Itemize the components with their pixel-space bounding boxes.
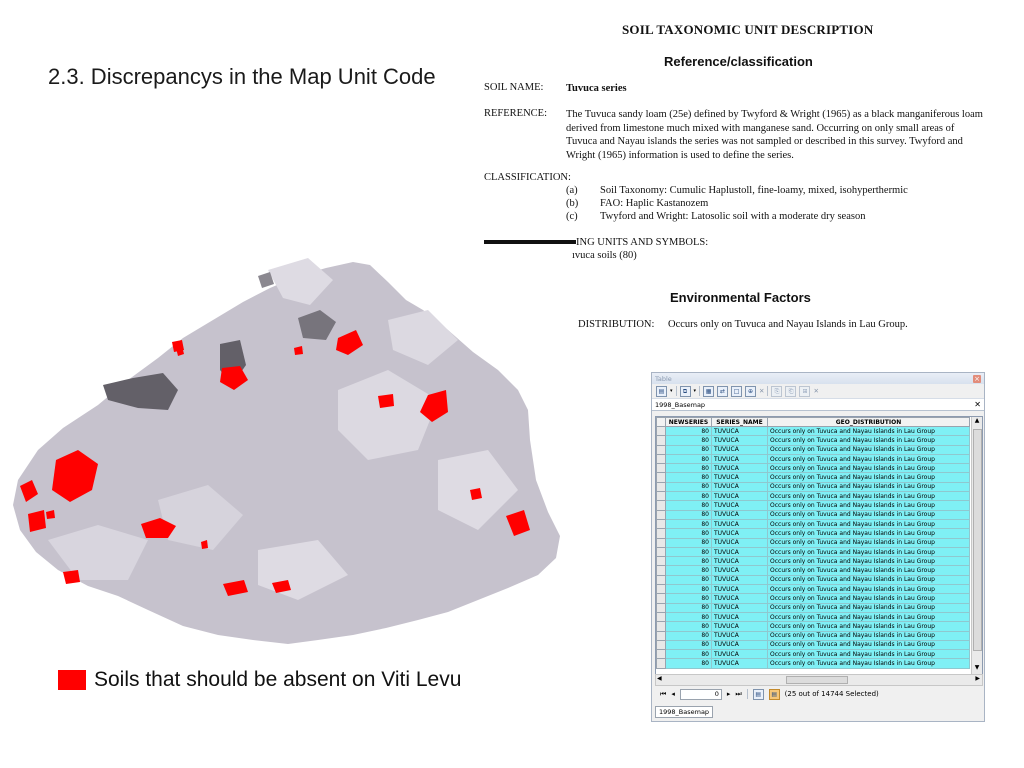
toolbar-separator: [767, 386, 768, 396]
switch-selection-icon[interactable]: ⇄: [717, 386, 728, 397]
table-cell[interactable]: TUVUCA: [712, 603, 768, 612]
table-cell[interactable]: 80: [666, 529, 712, 538]
selection-status: (25 out of 14744 Selected): [784, 690, 879, 698]
map-legend: [58, 668, 461, 692]
table-cell[interactable]: 80: [666, 612, 712, 621]
table-cell[interactable]: 80: [666, 594, 712, 603]
table-row[interactable]: [657, 436, 970, 445]
classification-key: (a): [566, 185, 578, 196]
table-row[interactable]: [657, 566, 970, 575]
table-cell[interactable]: 80: [666, 445, 712, 454]
table-row[interactable]: [657, 492, 970, 501]
row-selector[interactable]: [657, 566, 666, 575]
soil-name-label: SOIL NAME:: [484, 82, 544, 93]
row-selector[interactable]: [657, 445, 666, 454]
scrollbar-thumb[interactable]: [786, 676, 848, 684]
row-selector[interactable]: [657, 557, 666, 566]
table-cell[interactable]: Occurs only on Tuvuca and Nayau Islands in Lau Group: [768, 640, 970, 649]
table-cell[interactable]: 80: [666, 603, 712, 612]
table-cell[interactable]: Occurs only on Tuvuca and Nayau Islands in Lau Group: [768, 631, 970, 640]
table-cell[interactable]: TUVUCA: [712, 594, 768, 603]
scroll-up-icon[interactable]: ▲: [974, 417, 980, 424]
table-cell[interactable]: Occurs only on Tuvuca and Nayau Islands in Lau Group: [768, 482, 970, 491]
table-cell[interactable]: 80: [666, 454, 712, 463]
table-cell[interactable]: 80: [666, 585, 712, 594]
row-selector[interactable]: [657, 482, 666, 491]
table-row[interactable]: [657, 640, 970, 649]
table-cell[interactable]: Occurs only on Tuvuca and Nayau Islands in Lau Group: [768, 510, 970, 519]
table-cell[interactable]: Occurs only on Tuvuca and Nayau Islands in Lau Group: [768, 603, 970, 612]
delete-icon[interactable]: ✕: [813, 387, 819, 395]
record-navigation: [655, 687, 986, 701]
toolbar-separator: [676, 386, 677, 396]
table-cell[interactable]: TUVUCA: [712, 640, 768, 649]
table-cell[interactable]: 80: [666, 492, 712, 501]
soil-name-value: Tuvuca series: [566, 83, 627, 94]
table-row[interactable]: [657, 464, 970, 473]
table-cell[interactable]: Occurs only on Tuvuca and Nayau Islands in Lau Group: [768, 492, 970, 501]
table-header-row: [657, 418, 970, 427]
table-cell[interactable]: 80: [666, 538, 712, 547]
mapping-units-heading: ING UNITS AND SYMBOLS:: [576, 237, 709, 248]
mapping-units-value: ıvuca soils (80): [572, 250, 637, 261]
table-cell[interactable]: 80: [666, 557, 712, 566]
table-cell[interactable]: TUVUCA: [712, 612, 768, 621]
related-tables-icon[interactable]: ⧉: [680, 386, 691, 397]
table-cell[interactable]: TUVUCA: [712, 482, 768, 491]
row-selector[interactable]: [657, 454, 666, 463]
copy-icon[interactable]: ⎘: [771, 386, 782, 397]
table-cell[interactable]: Occurs only on Tuvuca and Nayau Islands in Lau Group: [768, 594, 970, 603]
row-selector[interactable]: [657, 603, 666, 612]
first-record-icon[interactable]: ⏮: [660, 689, 667, 698]
row-selector[interactable]: [657, 650, 666, 659]
table-row[interactable]: [657, 650, 970, 659]
table-row[interactable]: [657, 547, 970, 556]
show-selected-records-icon[interactable]: ▤: [769, 689, 780, 700]
scrollbar-thumb[interactable]: [973, 429, 982, 651]
attribute-grid: [655, 416, 983, 675]
paste-icon[interactable]: ⎗: [785, 386, 796, 397]
row-selector[interactable]: [657, 538, 666, 547]
table-cell[interactable]: Occurs only on Tuvuca and Nayau Islands in Lau Group: [768, 464, 970, 473]
table-cell[interactable]: 80: [666, 464, 712, 473]
reference-label: REFERENCE:: [484, 108, 548, 119]
horizontal-scrollbar[interactable]: [655, 674, 983, 686]
row-selector[interactable]: [657, 519, 666, 528]
row-selector[interactable]: [657, 473, 666, 482]
table-tab-bar: [655, 706, 713, 717]
table-cell[interactable]: 80: [666, 566, 712, 575]
record-number-input[interactable]: 0: [680, 689, 722, 700]
dropdown-arrow-icon[interactable]: ▾: [693, 388, 697, 394]
reference-line: Wright (1965) information is used to define the series.: [566, 149, 794, 161]
table-row[interactable]: [657, 612, 970, 621]
classification-label: CLASSIFICATION:: [484, 172, 571, 183]
section-reference-heading: Reference/classification: [664, 54, 813, 69]
close-table-icon[interactable]: ✕: [974, 400, 981, 409]
table-name: 1998_Basemap: [655, 400, 706, 409]
table-cell[interactable]: Occurs only on Tuvuca and Nayau Islands in Lau Group: [768, 427, 970, 436]
table-cell[interactable]: 80: [666, 510, 712, 519]
scroll-right-icon[interactable]: ▶: [975, 675, 980, 682]
show-all-records-icon[interactable]: ▤: [753, 689, 764, 700]
classification-key: (c): [566, 211, 578, 222]
table-cell[interactable]: Occurs only on Tuvuca and Nayau Islands in Lau Group: [768, 612, 970, 621]
table-cell[interactable]: TUVUCA: [712, 464, 768, 473]
row-selector[interactable]: [657, 631, 666, 640]
table-cell[interactable]: TUVUCA: [712, 529, 768, 538]
legend-label: Soils that should be absent on Viti Levu: [94, 668, 462, 691]
table-row[interactable]: [657, 538, 970, 547]
table-cell[interactable]: 80: [666, 631, 712, 640]
table-cell[interactable]: TUVUCA: [712, 436, 768, 445]
row-selector[interactable]: [657, 594, 666, 603]
next-record-icon[interactable]: ▸: [726, 690, 731, 698]
table-cell[interactable]: Occurs only on Tuvuca and Nayau Islands in Lau Group: [768, 650, 970, 659]
table-cell[interactable]: 80: [666, 659, 712, 668]
document-heading: SOIL TAXONOMIC UNIT DESCRIPTION: [622, 22, 874, 37]
distribution-label: DISTRIBUTION:: [578, 319, 655, 330]
table-row[interactable]: [657, 659, 970, 668]
table-cell[interactable]: TUVUCA: [712, 427, 768, 436]
clear-selection-icon[interactable]: □: [731, 386, 742, 397]
row-selector[interactable]: [657, 659, 666, 668]
reference-line: Tuvuca and Nayau islands the series was not sampled or described in this survey. Twyford and: [566, 136, 963, 147]
table-row[interactable]: [657, 482, 970, 491]
table-row[interactable]: [657, 622, 970, 631]
row-selector[interactable]: [657, 622, 666, 631]
table-header-bar: [652, 399, 984, 411]
table-cell[interactable]: Occurs only on Tuvuca and Nayau Islands in Lau Group: [768, 445, 970, 454]
table-cell[interactable]: Occurs only on Tuvuca and Nayau Islands in Lau Group: [768, 538, 970, 547]
slide-title: 2.3. Discrepancys in the Map Unit Code: [48, 64, 436, 89]
classification-text: Twyford and Wright: Latosolic soil with a moderate dry season: [600, 211, 866, 222]
row-selector[interactable]: [657, 427, 666, 436]
table-cell[interactable]: 80: [666, 650, 712, 659]
dropdown-arrow-icon[interactable]: ▾: [670, 388, 673, 394]
table-cell[interactable]: TUVUCA: [712, 445, 768, 454]
distribution-value: Occurs only on Tuvuca and Nayau Islands in Lau Group.: [668, 319, 908, 330]
table-cell[interactable]: TUVUCA: [712, 454, 768, 463]
reference-line: The Tuvuca sandy loam (25e) defined by Twyford & Wright (1965) as a black manganiferous loam: [566, 109, 983, 120]
row-selector[interactable]: [657, 529, 666, 538]
column-header[interactable]: SERIES_NAME: [712, 418, 768, 427]
table-row[interactable]: [657, 445, 970, 454]
table-cell[interactable]: TUVUCA: [712, 473, 768, 482]
table-cell[interactable]: 80: [666, 427, 712, 436]
row-selector[interactable]: [657, 612, 666, 621]
column-header[interactable]: GEO_DISTRIBUTION: [768, 418, 970, 427]
zoom-to-selected-icon[interactable]: ⊕: [745, 386, 756, 397]
table-cell[interactable]: TUVUCA: [712, 585, 768, 594]
table-cell[interactable]: TUVUCA: [712, 557, 768, 566]
table-row[interactable]: [657, 510, 970, 519]
table-row[interactable]: [657, 529, 970, 538]
table-cell[interactable]: TUVUCA: [712, 566, 768, 575]
table-cell[interactable]: 80: [666, 547, 712, 556]
table-cell[interactable]: TUVUCA: [712, 510, 768, 519]
table-row[interactable]: [657, 631, 970, 640]
table-cell[interactable]: TUVUCA: [712, 650, 768, 659]
table-cell[interactable]: Occurs only on Tuvuca and Nayau Islands in Lau Group: [768, 585, 970, 594]
classification-key: (b): [566, 198, 579, 209]
row-selector[interactable]: [657, 585, 666, 594]
table-tab[interactable]: 1998_Basemap: [655, 706, 713, 718]
reference-line: derived from limestone much mixed with manganese sand. Occurring on only small areas of: [566, 122, 955, 134]
table-cell[interactable]: Occurs only on Tuvuca and Nayau Islands in Lau Group: [768, 454, 970, 463]
soil-map: [8, 240, 568, 650]
row-selector[interactable]: [657, 492, 666, 501]
table-row[interactable]: [657, 519, 970, 528]
table-cell[interactable]: Occurs only on Tuvuca and Nayau Islands in Lau Group: [768, 659, 970, 668]
row-selector[interactable]: [657, 575, 666, 584]
table-cell[interactable]: Occurs only on Tuvuca and Nayau Islands in Lau Group: [768, 436, 970, 445]
row-selector-header[interactable]: [657, 418, 666, 427]
row-selector[interactable]: [657, 547, 666, 556]
toolbar-separator: [699, 386, 700, 396]
table-cell[interactable]: 80: [666, 519, 712, 528]
table-cell[interactable]: Occurs only on Tuvuca and Nayau Islands in Lau Group: [768, 519, 970, 528]
table-row[interactable]: [657, 575, 970, 584]
table-cell[interactable]: TUVUCA: [712, 538, 768, 547]
close-icon[interactable]: ×: [974, 374, 980, 383]
row-selector[interactable]: [657, 436, 666, 445]
scroll-down-icon[interactable]: ▼: [974, 664, 980, 671]
table-row[interactable]: [657, 427, 970, 436]
table-cell[interactable]: TUVUCA: [712, 622, 768, 631]
table-cell[interactable]: TUVUCA: [712, 631, 768, 640]
table-row[interactable]: [657, 585, 970, 594]
table-cell[interactable]: Occurs only on Tuvuca and Nayau Islands in Lau Group: [768, 575, 970, 584]
table-row[interactable]: [657, 473, 970, 482]
table-cell[interactable]: TUVUCA: [712, 547, 768, 556]
last-record-icon[interactable]: ⏭: [735, 689, 742, 698]
table-options-icon[interactable]: ▤: [656, 386, 667, 397]
table-cell[interactable]: 80: [666, 501, 712, 510]
section-environmental-heading: Environmental Factors: [670, 290, 811, 305]
legend-swatch-red: [58, 670, 86, 690]
toolbar-separator: [747, 689, 748, 699]
table-row[interactable]: [657, 454, 970, 463]
previous-record-icon[interactable]: ◂: [671, 690, 675, 698]
table-row[interactable]: [657, 603, 970, 612]
column-header[interactable]: NEWSERIES: [666, 418, 712, 427]
field-calc-icon[interactable]: ⊞: [799, 386, 810, 397]
table-cell[interactable]: Occurs only on Tuvuca and Nayau Islands in Lau Group: [768, 566, 970, 575]
select-by-attributes-icon[interactable]: ▦: [703, 386, 714, 397]
table-row[interactable]: [657, 557, 970, 566]
table-cell[interactable]: TUVUCA: [712, 575, 768, 584]
table-cell[interactable]: TUVUCA: [712, 519, 768, 528]
attribute-table: [656, 417, 970, 669]
table-cell[interactable]: 80: [666, 473, 712, 482]
table-window-title: Table: [655, 374, 672, 383]
table-cell[interactable]: Occurs only on Tuvuca and Nayau Islands in Lau Group: [768, 622, 970, 631]
delete-selected-icon[interactable]: ✕: [759, 387, 765, 395]
table-cell[interactable]: 80: [666, 622, 712, 631]
table-cell[interactable]: Occurs only on Tuvuca and Nayau Islands in Lau Group: [768, 529, 970, 538]
reference-text: [566, 108, 1024, 162]
table-cell[interactable]: Occurs only on Tuvuca and Nayau Islands in Lau Group: [768, 501, 970, 510]
table-cell[interactable]: 80: [666, 575, 712, 584]
row-selector[interactable]: [657, 464, 666, 473]
table-cell[interactable]: TUVUCA: [712, 501, 768, 510]
table-cell[interactable]: TUVUCA: [712, 492, 768, 501]
classification-text: Soil Taxonomy: Cumulic Haplustoll, fine-loamy, mixed, isohyperthermic: [600, 185, 908, 196]
attribute-table-window: [651, 372, 985, 722]
table-titlebar[interactable]: [652, 373, 984, 384]
vertical-scrollbar[interactable]: [971, 417, 982, 674]
table-toolbar: [652, 384, 984, 399]
table-row[interactable]: [657, 501, 970, 510]
classification-text: FAO: Haplic Kastanozem: [600, 198, 709, 209]
table-cell[interactable]: Occurs only on Tuvuca and Nayau Islands in Lau Group: [768, 557, 970, 566]
table-cell[interactable]: Occurs only on Tuvuca and Nayau Islands in Lau Group: [768, 547, 970, 556]
row-selector[interactable]: [657, 640, 666, 649]
scroll-left-icon[interactable]: ◀: [657, 675, 662, 682]
row-selector[interactable]: [657, 510, 666, 519]
table-cell[interactable]: 80: [666, 640, 712, 649]
table-row[interactable]: [657, 594, 970, 603]
table-cell[interactable]: 80: [666, 482, 712, 491]
table-cell[interactable]: Occurs only on Tuvuca and Nayau Islands in Lau Group: [768, 473, 970, 482]
row-selector[interactable]: [657, 501, 666, 510]
table-cell[interactable]: 80: [666, 436, 712, 445]
table-cell[interactable]: TUVUCA: [712, 659, 768, 668]
